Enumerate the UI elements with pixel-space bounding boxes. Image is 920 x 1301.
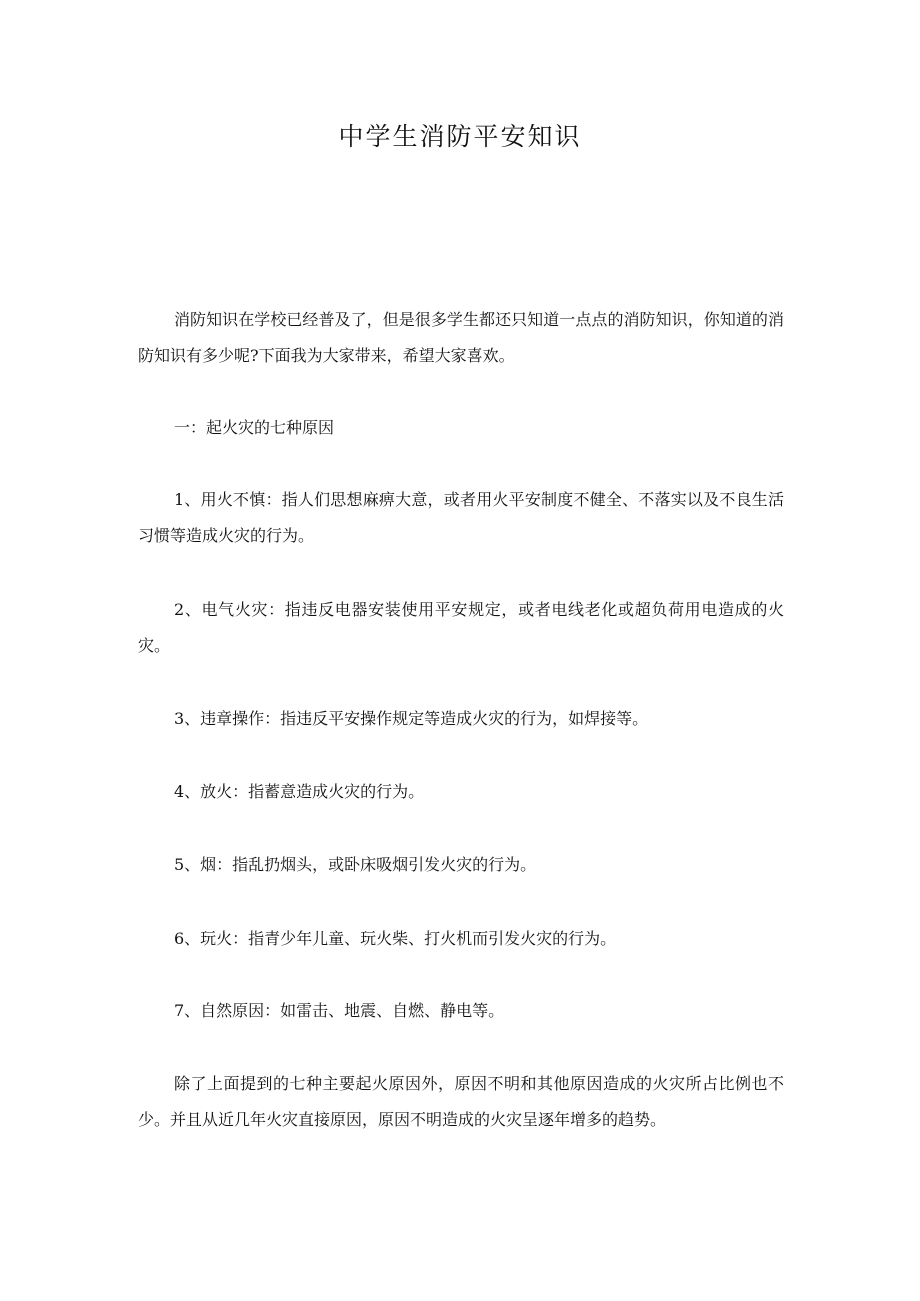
conclusion-paragraph: 除了上面提到的七种主要起火原因外，原因不明和其他原因造成的火灾所占比例也不少。并且从近几年火灾直接原因，原因不明造成的火灾呈逐年增多的趋势。 bbox=[138, 1074, 784, 1129]
list-item: 3、违章操作：指违反平安操作规定等造成火灾的行为，如焊接等。 bbox=[174, 709, 649, 728]
page-title: 中学生消防平安知识 bbox=[338, 122, 582, 151]
list-item: 4、放火：指蓄意造成火灾的行为。 bbox=[174, 782, 425, 801]
intro-paragraph: 消防知识在学校已经普及了，但是很多学生都还只知道一点点的消防知识，你知道的消防知识有多少呢?下面我为大家带来，希望大家喜欢。 bbox=[138, 310, 784, 365]
list-item: 6、玩火：指青少年儿童、玩火柴、打火机而引发火灾的行为。 bbox=[174, 929, 617, 948]
list-item: 1、用火不慎：指人们思想麻痹大意，或者用火平安制度不健全、不落实以及不良生活习惯等造成火灾的行为。 bbox=[138, 490, 784, 545]
list-item: 5、烟：指乱扔烟头，或卧床吸烟引发火灾的行为。 bbox=[174, 855, 537, 874]
list-item: 7、自然原因：如雷击、地震、自燃、静电等。 bbox=[174, 1001, 505, 1020]
list-item: 2、电气火灾：指违反电器安装使用平安规定，或者电线老化或超负荷用电造成的火灾。 bbox=[138, 600, 784, 655]
section-heading: 一：起火灾的七种原因 bbox=[174, 418, 335, 437]
